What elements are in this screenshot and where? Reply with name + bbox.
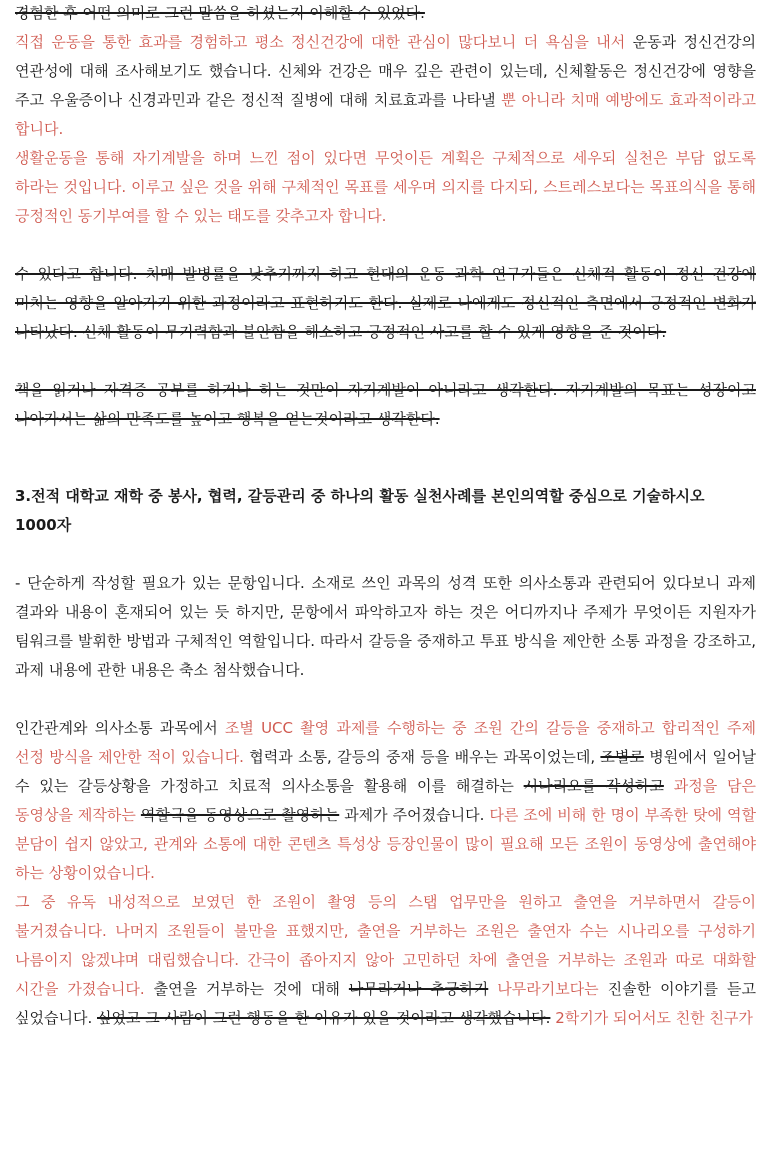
original-text: 출연을 거부하는 것에 대해 [144,980,349,998]
revised-text: 2학기가 되어서도 친한 친구가 [555,1009,753,1027]
section-spacer [15,434,756,482]
paragraph [15,376,756,434]
deleted-text: 싶었고 그 사람이 그런 행동을 한 이유가 있을 것이라고 생각했습니다. [97,1009,551,1027]
original-text [488,980,497,998]
paragraph [15,714,756,888]
document-body-bottom [15,540,756,1033]
deleted-text: 경험한 후 어떤 의미로 그런 말씀을 하셨는지 이해할 수 있었다. [15,4,425,22]
revised-text: 다른 조에 비해 한 명이 부족한 탓에 역할 분담이 쉽지 않았고, 관계와 소통에 대한 콘텐츠 특성상 등장인물이 많이 필요해 모든 조원이 동영상에 출연해야 하는 상황이었습니다. [15,806,756,882]
paragraph [15,28,756,144]
deleted-text: 역할극을 동영상으로 촬영하는 [140,806,340,824]
paragraph [15,0,756,28]
revised-text: 나무라기보다는 [497,980,599,998]
deleted-text: 수 있다고 합니다. 치매 발병률을 낮추기까지 하고 현대의 운동 과학 연구가들은 신체적 활동이 정신 건강에 미치는 영향을 알아가기 위한 과정이라고 표현하기도 한다. 실제로 나에게도 정신적인 측면에서 긍정적인 변화가 나타났다. 신체 활동이 무기력함과 불안함을 해소하고 긍정적인 사고를 할 수 있게 영향을 준 것이다. [15,265,756,341]
paragraph [15,260,756,347]
paragraph-gap [15,347,756,376]
deleted-text: 나무라거나 추궁하기 [348,980,489,998]
original-text: 인간관계와 의사소통 과목에서 [15,719,225,737]
paragraph [15,144,756,231]
document-body-top [15,0,756,434]
original-text: - 단순하게 작성할 필요가 있는 문항입니다. 소재로 쓰인 과목의 성격 또한 의사소통과 관련되어 있다보니 과제 결과와 내용이 혼재되어 있는 듯 하지만, 문항에서 파악하고자 하는 것은 어디까지나 주제가 무엇이든 지원자가 팀워크를 발휘한 방법과 구체적인 역할입니다. 따라서 갈등을 중재하고 투표 방식을 제안한 소통 과정을 강조하고, 과제 내용에 관한 내용은 축소 첨삭했습니다. [15,574,756,679]
revised-text: 조별 UCC 촬영 과제를 수행하는 중 조원 간의 갈등을 중재하고 합리적인 주제 선정 방식을 제안한 적이 있습니다. [15,719,756,766]
original-text [664,777,674,795]
revised-text: 직접 운동을 통한 효과를 경험하고 평소 정신건강에 대한 관심이 많다보니 더 욕심을 내서 [15,33,626,51]
revised-text: 뿐 아니라 치매 예방에도 효과적이라고 합니다. [15,91,756,138]
paragraph-gap [15,231,756,260]
deleted-text: 조별로 [600,748,644,766]
revised-text: 생활운동을 통해 자기계발을 하며 느낀 점이 있다면 무엇이든 계획은 구체적으로 세우되 실천은 부담 없도록 하라는 것입니다. 이루고 싶은 것을 위해 구체적인 목표를 세우며 의지를 다지되, 스트레스보다는 목표의식을 통해 긍정적인 동기부여를 할 수 있는 태도를 갖추고자 합니다. [15,149,756,225]
paragraph [15,569,756,685]
deleted-text: 책을 읽거나 자격증 공부를 하거나 하는 것만이 자기계발이 아니라고 생각한다. 자기계발의 목표는 성장이고 나아가서는 삶의 만족도를 높이고 행복을 얻는것이라고 생각한다. [15,381,756,428]
original-text: 운동과 정신건강의 연관성에 대해 조사해보기도 했습니다. 신체와 건강은 매우 깊은 관련이 있는데, 신체활동은 정신건강에 영향을 주고 우울증이나 신경과민과 같은 정신적 질병에 대해 치료효과를 나타낼 [15,33,756,109]
original-text: 협력과 소통, 갈등의 중재 등을 배우는 과목이었는데, [243,748,601,766]
original-text: 과제가 주어졌습니다. [339,806,490,824]
deleted-text: 시나리오를 작성하고 [523,777,664,795]
paragraph [15,888,756,1033]
revised-text: 그 중 유독 내성적으로 보였던 한 조원이 촬영 등의 스탭 업무만을 원하고 출연을 거부하면서 갈등이 불거졌습니다. 나머지 조원들이 불만을 표했지만, 출연을 거부하는 조원은 출연자 수는 시나리오를 구성하기 나름이지 않겠냐며 대립했습니다. 간극이 좁아지지 않아 고민하던 차에 출연을 거부하는 조원과 따로 대화할 시간을 가졌습니다. [15,893,756,998]
revised-text: 과정을 담은 동영상을 제작하는 [15,777,756,824]
original-text: 진솔한 이야기를 듣고 싶었습니다. [15,980,756,1027]
original-text: 병원에서 일어날 수 있는 갈등상황을 가정하고 치료적 의사소통을 활용해 이를 해결하는 [15,748,756,795]
paragraph-gap [15,685,756,714]
paragraph-gap [15,540,756,569]
question-heading: 3.전적 대학교 재학 중 봉사, 협력, 갈등관리 중 하나의 활동 실천사례를 본인의역할 중심으로 기술하시오 1000자 [15,487,705,534]
